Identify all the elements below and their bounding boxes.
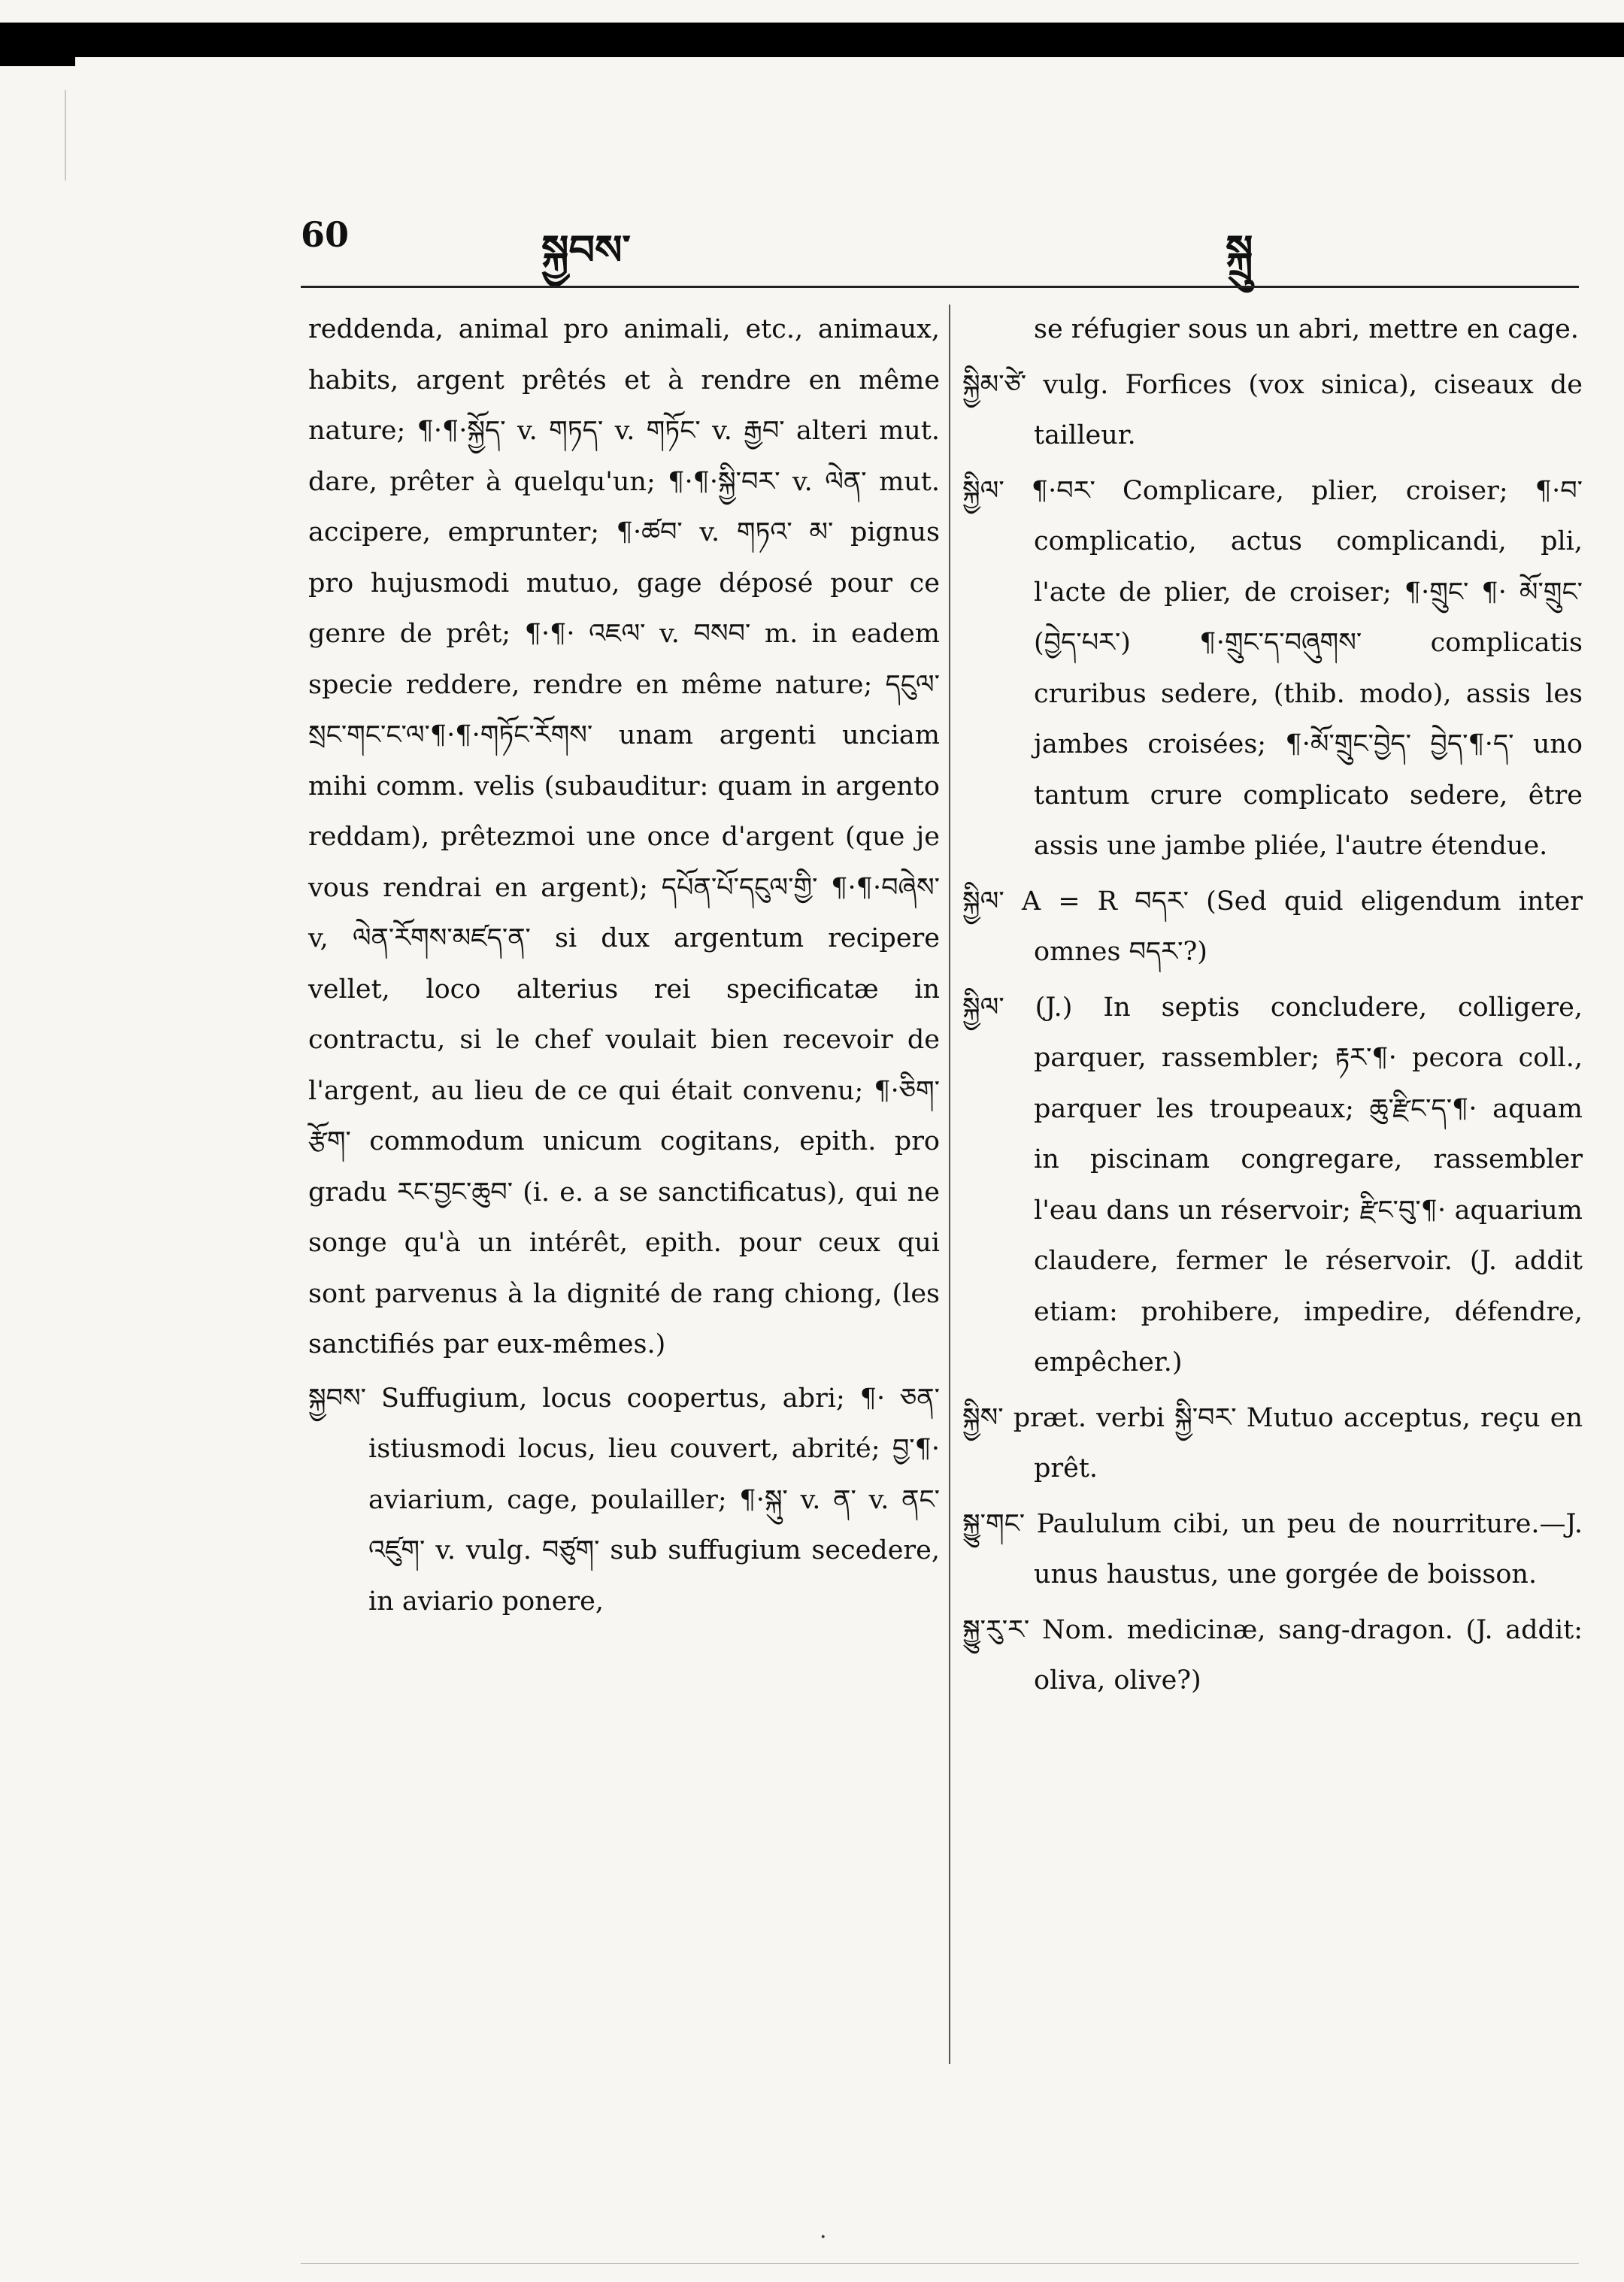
column-divider [949, 305, 950, 2064]
top-border-tab [0, 53, 75, 66]
bottom-rule [301, 2263, 1579, 2264]
dictionary-entry: སྐྱིས་ præt. verbi སྐྱི་བར་ Mutuo acceptus, reçu en prêt. [962, 1402, 1583, 1483]
dictionary-entry: སྐྱིལ་ A = R བདར་ (Sed quid eligendum inter omnes བདར་?) [962, 886, 1583, 967]
dictionary-entry: reddenda, animal pro animali, etc., animaux, habits, argent prêtés et à rendre en même nature; ¶·¶·སྐྱོད་ v. གཏད་ v. གཏོང་ v. རྒྱབ་ alteri mut. dare, prêter à quelqu'un; ¶·¶·སྐྱི་བར་ v. ལེན་ mut. accipere, emprunter; ¶·ཚབ་ v. གཏའ་ མ་ pignus pro hujusmodi mutuo, gage déposé pour ce genre de prêt; ¶·¶· འཇལ་ v. བསབ་ m. in eadem specie reddere, rendre en même nature; དངུལ་ སྲང་གང་ང་ལ་¶·¶·གཏོང་རོགས་ unam argenti unciam mihi comm. velis (subauditur: quam in argento reddam), prêtezmoi une once d'argent (que je vous rendrai en argent); དཔོན་པོ་དངུལ་གྱི་ ¶·¶·བཞེས་ v, ལེན་རོགས་མཛད་ན་ si dux argentum recipere vellet, loco alterius rei specificatæ in contractu, si le chef voulait bien recevoir de l'argent, au lieu de ce qui était convenu; ¶·ཅིག་རྩོག་ commodum unicum cogitans, epith. pro gradu རང་བྱང་ཆུབ་ (i. e. a se sanctificatus), qui ne songe qu'à un intérêt, epith. pour ceux qui sont parvenus à la dignité de rang chiong, (les sanctifiés par eux-mêmes.) [308, 314, 940, 1359]
right-column [962, 305, 1583, 1707]
dictionary-entry: se réfugier sous un abri, mettre en cage. [1034, 314, 1579, 344]
dictionary-entry: སྐྱིལ་ (J.) In septis concludere, colligere, parquer, rassembler; རྟར་¶· pecora coll., parquer les troupeaux; ཆུ་རྫིང་ད་¶· aquam in piscinam congregare, rassembler l'eau dans un réservoir; རྫིང་བུ་¶· aquarium claudere, fermer le réservoir. (J. addit etiam: prohibere, impedire, défendre, empêcher.) [962, 992, 1583, 1377]
dictionary-entry: སྐྱིལ་ ¶·བར་ Complicare, plier, croiser; ¶·བ་ complicatio, actus complicandi, pli, l'acte de plier, de croiser; ¶·གྲུང་ ¶· མོ་གྲུང་(བྱེད་པར་) ¶·གྲུང་ད་བཞུགས་ complicatis cruribus sedere, (thib. modo), assis les jambes croisées; ¶·མོ་གྲུང་བྱེད་ བྱེད་¶·ད་ uno tantum crure complicato sedere, être assis une jambe pliée, l'autre étendue. [962, 475, 1583, 861]
dictionary-entry: སྐྱུ་གང་ Paululum cibi, un peu de nourriture.—J. unus haustus, une gorgée de boisson. [962, 1508, 1583, 1590]
left-column [308, 305, 940, 1627]
running-head-left: སྐྱབས་ [541, 226, 631, 274]
dictionary-entry: སྐྱབས་ Suffugium, locus coopertus, abri; ¶· ཅན་ istiusmodi locus, lieu couvert, abrité; བྱ་¶· aviarium, cage, poulailler; ¶·སྐུ་ v. ན་ v. ནང་འཛུག་ v. vulg. བཙུག་ sub suffugium secedere, in aviario ponere, [308, 1383, 940, 1617]
running-head-right: སྐྲུ [1226, 226, 1253, 274]
margin-scan-mark [65, 90, 66, 180]
header-rule [301, 286, 1579, 288]
top-border-bar [0, 23, 1624, 57]
page-number: 60 [301, 214, 350, 255]
dictionary-entry: སྐྱིམ་ཙེ་ vulg. Forfices (vox sinica), ciseaux de tailleur. [962, 369, 1583, 450]
dictionary-entry: སྐྱུ་རུ་ར་ Nom. medicinæ, sang-dragon. (J. addit: oliva, olive?) [962, 1614, 1583, 1696]
footer-mark: · [820, 2224, 827, 2250]
